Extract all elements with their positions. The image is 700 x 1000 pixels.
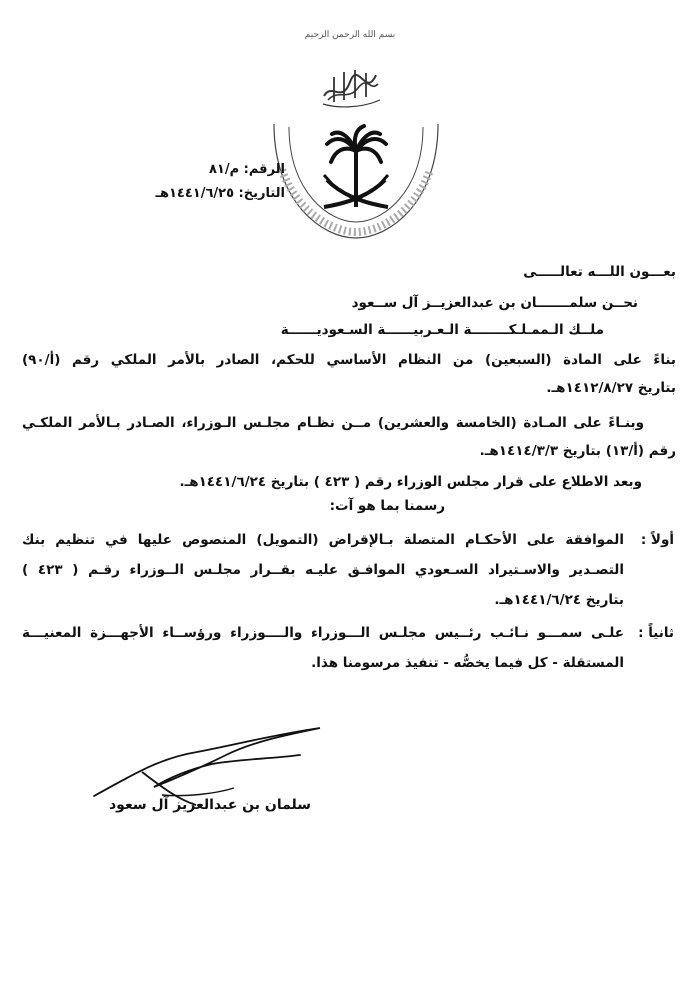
item-2-line-2: المستقلة - كل فيما يخصُّه - تنفيذ مرسومنا هذا. bbox=[311, 655, 624, 671]
opening-line-3: ملــك الـممـلـكــــــــة الـعـربيــــــة السـعوديــــــة bbox=[280, 322, 604, 338]
item-1-line-1: الموافقة على الأحكـام المتصلة بـالإقراض (التمويل) المنصوص عليها في تنظيم بنك bbox=[22, 532, 624, 548]
handwritten-signature bbox=[88, 724, 330, 808]
item-1-line-3: بتاريخ ١٤٤١/٦/٢٤هـ. bbox=[494, 592, 624, 608]
reference-number: الرقم: م/٨١ bbox=[208, 162, 285, 177]
item-1-line-2: التصـدير والاسـتيراد السـعودي الموافـق عليـه بقــرار مجلـس الــوزراء رقـم ( ٤٢٣ ) bbox=[22, 562, 624, 578]
reference-date: التاريخ: ١٤٤١/٦/٢٥هـ bbox=[155, 186, 285, 201]
paragraph-2-line-1: وبنـاءً على المـادة (الخامسة والعشرين) مــن نظـام مجلـس الـوزراء، الصـادر بـالأمر الملكـي bbox=[22, 415, 644, 431]
opening-line-2: نحــن سلمـــــــان بن عبدالعزيــز آل ســعود bbox=[351, 295, 638, 311]
shahada-calligraphy bbox=[316, 62, 386, 110]
saudi-emblem bbox=[262, 116, 450, 244]
paragraph-1-line-1: بناءً على المادة (السبعين) من النظام الأساسي للحكم، الصادر بالأمر الملكي رقم (أ/٩٠) bbox=[22, 352, 676, 368]
item-1-label: أولاً : bbox=[640, 532, 674, 548]
item-2-label: ثانياً : bbox=[638, 625, 674, 641]
item-2-line-1: علـى سمـــو نـائـب رئــيس مجلـس الـــوزراء والــــوزراء ورؤســاء الأجهـــزة المعنيـــة bbox=[22, 625, 624, 641]
palm-tree-icon bbox=[327, 126, 386, 207]
basmala-text: بسم الله الرحمن الرحيم bbox=[304, 30, 396, 40]
opening-line-1: بعـــون اللـــه تعالـــــى bbox=[523, 264, 676, 280]
paragraph-2-line-2: رقم (أ/١٣) بتاريخ ١٤١٤/٣/٣هـ. bbox=[479, 443, 676, 459]
reference-block bbox=[150, 158, 285, 206]
decree-heading: رسمنا بما هو آت: bbox=[329, 498, 445, 514]
paragraph-1-line-2: بتاريخ ١٤١٢/٨/٢٧هـ. bbox=[546, 380, 676, 396]
signer-name: سلمان بن عبدالعزيز آل سعود bbox=[108, 797, 311, 813]
paragraph-3: وبعد الاطلاع على قرار مجلس الوزراء رقم ( ٤٢٣ ) بتاريخ ١٤٤١/٦/٢٤هـ. bbox=[179, 474, 642, 490]
